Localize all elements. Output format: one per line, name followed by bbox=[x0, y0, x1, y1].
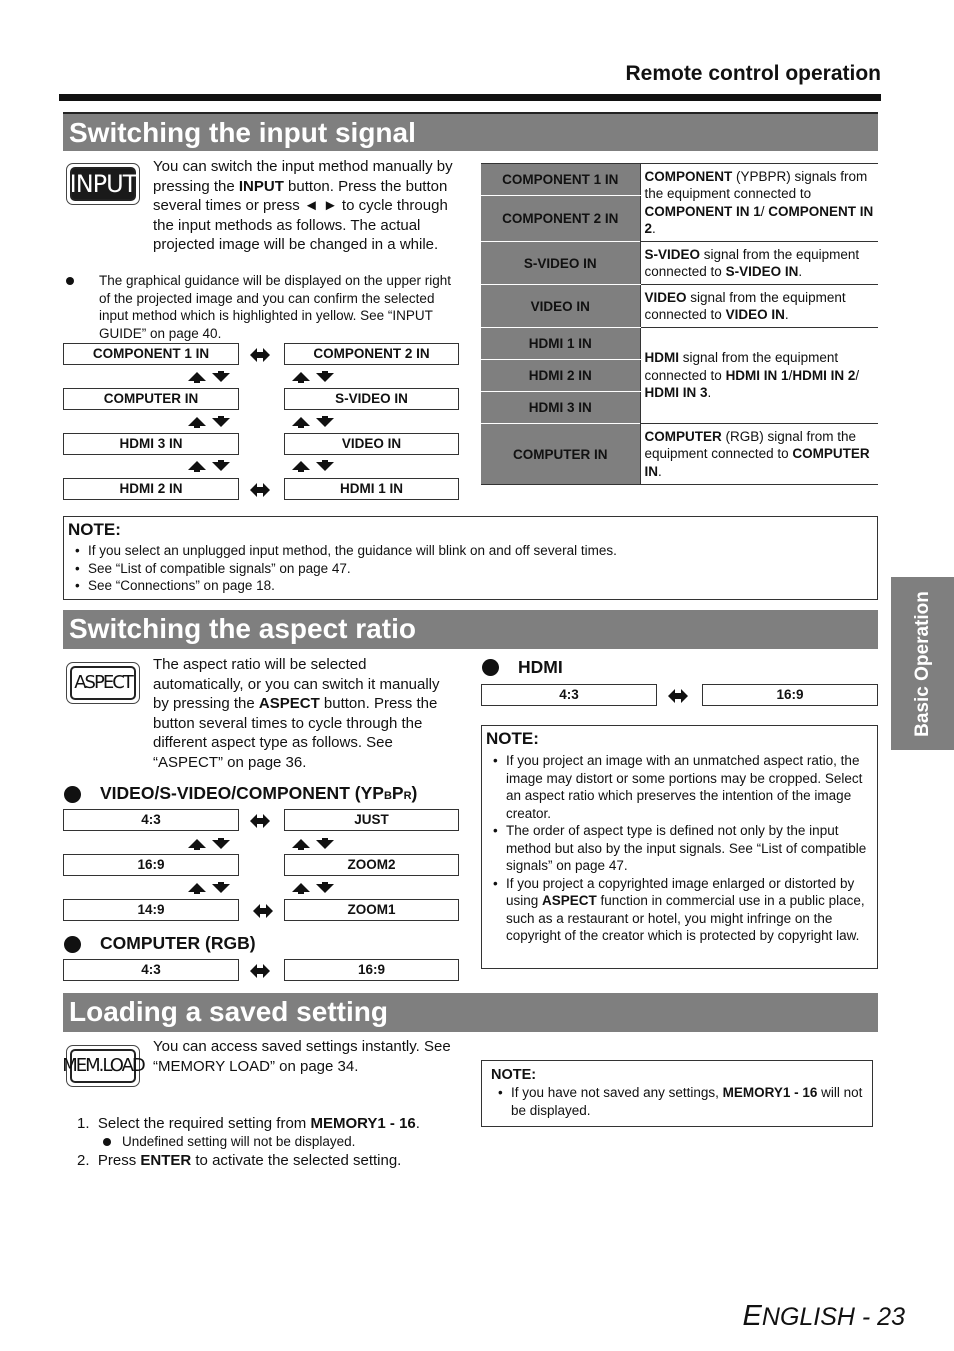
note-item: • If you project an image with an unmatched aspect ratio, the image may distort or some portions may be cropped. Select an aspect ratio which preserves the intention of the image creator. bbox=[486, 752, 873, 822]
table-cell-label: COMPUTER IN bbox=[481, 424, 640, 485]
flow-hdmi3: HDMI 3 IN bbox=[63, 433, 239, 455]
aspect-zoom2: ZOOM2 bbox=[284, 854, 459, 876]
page-footer: ENGLISH - 23 bbox=[742, 1300, 905, 1332]
flow-hdmi1: HDMI 1 IN bbox=[284, 478, 459, 500]
bullet-icon bbox=[66, 277, 74, 285]
table-cell-label: HDMI 1 IN bbox=[481, 328, 640, 360]
input-button-icon: INPUT bbox=[66, 163, 140, 205]
up-down-arrow-icon bbox=[292, 882, 336, 894]
aspect-hdmi-4-3: 4:3 bbox=[481, 684, 657, 706]
left-right-arrow-icon bbox=[668, 689, 688, 703]
note-title: NOTE: bbox=[486, 729, 539, 748]
flow-video: VIDEO IN bbox=[284, 433, 459, 455]
table-cell-label: HDMI 3 IN bbox=[481, 392, 640, 424]
up-down-arrow-icon bbox=[292, 460, 336, 472]
note-item: • See “List of compatible signals” on page 47. bbox=[68, 560, 873, 578]
left-right-arrow-icon bbox=[250, 964, 270, 978]
bullet-icon bbox=[64, 936, 81, 953]
up-down-arrow-icon bbox=[292, 838, 336, 850]
load-step-1-note: Undefined setting will not be displayed. bbox=[122, 1134, 356, 1149]
table-cell-desc: S-VIDEO signal from the equipment connected to S-VIDEO IN. bbox=[640, 242, 878, 285]
note-item: • See “Connections” on page 18. bbox=[68, 577, 873, 595]
left-right-arrow-icon bbox=[250, 814, 270, 828]
flow-component1: COMPONENT 1 IN bbox=[63, 343, 239, 365]
up-down-arrow-icon bbox=[188, 882, 232, 894]
note-box-load bbox=[481, 1060, 873, 1127]
note-box-input bbox=[63, 516, 878, 600]
table-cell-desc: VIDEO signal from the equipment connected to VIDEO IN. bbox=[640, 285, 878, 328]
input-intro-text: You can switch the input method manually by pressing the INPUT button. Press the button several times or press ◄ ► to cycle through the input methods as follows. The actual projected image will be changed in a while. bbox=[153, 158, 453, 253]
load-intro-text: You can access saved settings instantly. See “MEMORY LOAD” on page 34. bbox=[153, 1038, 451, 1075]
note-item: • The order of aspect type is defined not only by the input method but also by the input signals. See “List of compatible signals” on page 47. bbox=[486, 822, 873, 875]
table-cell-label: COMPONENT 2 IN bbox=[481, 196, 640, 242]
side-tab-label: Basic Operation bbox=[911, 590, 933, 737]
memload-button-icon: MEM.LOAD bbox=[66, 1045, 140, 1087]
note-item: • If you have not saved any settings, MEMORY1 - 16 will not be displayed. bbox=[491, 1084, 863, 1119]
note-item: • If you project a copyrighted image enlarged or distorted by using ASPECT function in commercial use in a public place, such as a restaurant or hotel, you might infringe on the copyright of the creator which is protected by copyright law. bbox=[486, 875, 873, 945]
aspect-computer-4-3: 4:3 bbox=[63, 959, 239, 981]
table-cell-label: S-VIDEO IN bbox=[481, 242, 640, 285]
table-cell-desc: HDMI signal from the equipment connected to HDMI IN 1/HDMI IN 2/ HDMI IN 3. bbox=[640, 328, 878, 424]
left-right-arrow-icon bbox=[250, 483, 270, 497]
aspect-button-icon: ASPECT bbox=[66, 662, 140, 704]
bullet-icon bbox=[103, 1138, 111, 1146]
up-down-arrow-icon bbox=[188, 371, 232, 383]
aspect-just: JUST bbox=[284, 809, 459, 831]
input-signal-table bbox=[481, 163, 878, 485]
load-step-1: 1. Select the required setting from MEMORY1 - 16. bbox=[77, 1115, 420, 1132]
table-cell-label: HDMI 2 IN bbox=[481, 360, 640, 392]
left-right-arrow-icon bbox=[250, 348, 270, 362]
up-down-arrow-icon bbox=[188, 460, 232, 472]
flow-svideo: S-VIDEO IN bbox=[284, 388, 459, 410]
aspect-computer-16-9: 16:9 bbox=[284, 959, 459, 981]
load-step-2: 2. Press ENTER to activate the selected setting. bbox=[77, 1152, 402, 1169]
table-cell-desc: COMPONENT (YPBPR) signals from the equipment connected to COMPONENT IN 1/ COMPONENT IN 2. bbox=[640, 164, 878, 242]
section-title-input: Switching the input signal bbox=[63, 112, 878, 151]
left-right-arrow-icon bbox=[253, 904, 273, 918]
aspect-14-9: 14:9 bbox=[63, 899, 239, 921]
note-item: • If you select an unplugged input method, the guidance will blink on and off several times. bbox=[68, 542, 873, 560]
section-title-aspect: Switching the aspect ratio bbox=[63, 610, 878, 649]
aspect-hdmi-16-9: 16:9 bbox=[702, 684, 878, 706]
note-title: NOTE: bbox=[68, 520, 121, 539]
page-header-title: Remote control operation bbox=[625, 62, 881, 85]
bullet-icon bbox=[482, 659, 499, 676]
aspect-4-3: 4:3 bbox=[63, 809, 239, 831]
flow-component2: COMPONENT 2 IN bbox=[284, 343, 459, 365]
section-title-load: Loading a saved setting bbox=[63, 993, 878, 1032]
input-guide-note: The graphical guidance will be displayed on the upper right of the projected image and you can confirm the selected input method which is highlighted in yellow. See “INPUT GUIDE” on page 40. bbox=[99, 273, 451, 341]
flow-computer: COMPUTER IN bbox=[63, 388, 239, 410]
aspect-video-heading: VIDEO/S-VIDEO/COMPONENT (YPBPR) bbox=[100, 783, 418, 803]
up-down-arrow-icon bbox=[292, 416, 336, 428]
table-cell-desc: COMPUTER (RGB) signal from the equipment connected to COMPUTER IN. bbox=[640, 424, 878, 485]
aspect-intro-text: The aspect ratio will be selected automatically, or you can switch it manually by pressing the ASPECT button. Press the button several times to cycle through the different aspect type as follows. See “ASPECT” on page 36. bbox=[153, 656, 440, 771]
aspect-zoom1: ZOOM1 bbox=[284, 899, 459, 921]
flow-hdmi2: HDMI 2 IN bbox=[63, 478, 239, 500]
up-down-arrow-icon bbox=[188, 416, 232, 428]
aspect-16-9: 16:9 bbox=[63, 854, 239, 876]
note-title: NOTE: bbox=[491, 1067, 537, 1083]
up-down-arrow-icon bbox=[292, 371, 336, 383]
header-rule bbox=[59, 94, 881, 101]
aspect-hdmi-heading: HDMI bbox=[518, 657, 563, 677]
note-box-aspect bbox=[481, 725, 878, 969]
aspect-computer-heading: COMPUTER (RGB) bbox=[100, 933, 256, 953]
up-down-arrow-icon bbox=[188, 838, 232, 850]
table-cell-label: VIDEO IN bbox=[481, 285, 640, 328]
bullet-icon bbox=[64, 786, 81, 803]
table-cell-label: COMPONENT 1 IN bbox=[481, 164, 640, 196]
side-tab bbox=[891, 577, 954, 750]
